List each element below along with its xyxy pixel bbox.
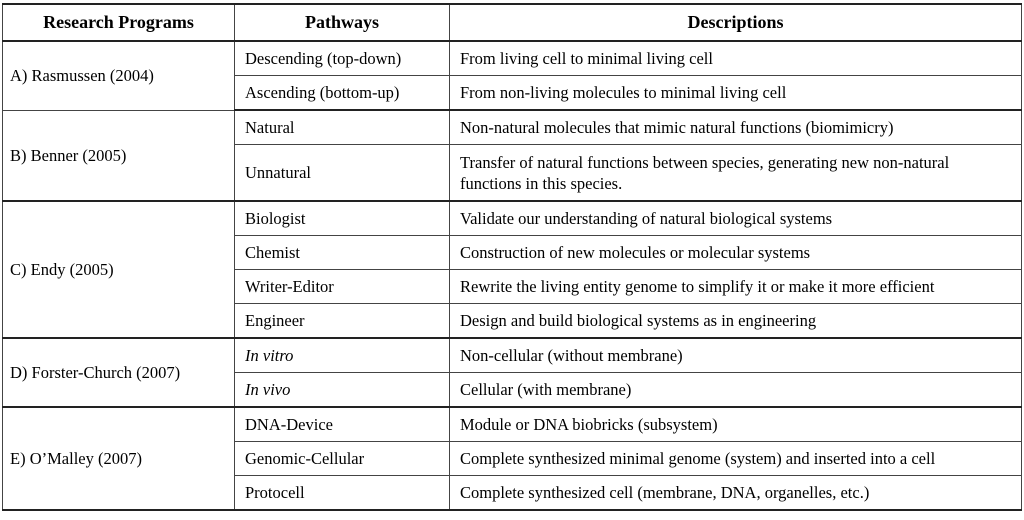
description-cell: Design and build biological systems as in engineering [450,304,1022,339]
table-row [3,110,1022,145]
table-row [3,407,1022,442]
table-row [3,338,1022,373]
pathway-cell: Genomic-Cellular [235,442,450,476]
program-cell: C) Endy (2005) [3,201,235,338]
header-pathways: Pathways [235,4,450,41]
table-row [3,41,1022,76]
program-cell: A) Rasmussen (2004) [3,41,235,110]
description-cell: Complete synthesized cell (membrane, DNA, organelles, etc.) [450,476,1022,511]
description-cell: Cellular (with membrane) [450,373,1022,408]
pathway-cell: Natural [235,110,450,145]
description-cell: Non-natural molecules that mimic natural functions (biomimicry) [450,110,1022,145]
pathway-cell: Descending (top-down) [235,41,450,76]
program-cell: E) O’Malley (2007) [3,407,235,510]
pathway-cell: Ascending (bottom-up) [235,76,450,111]
pathway-cell: In vivo [235,373,450,408]
research-programs-table [2,3,1022,511]
pathway-cell: Unnatural [235,145,450,202]
header-descriptions: Descriptions [450,4,1022,41]
pathway-cell: Chemist [235,236,450,270]
pathway-cell: In vitro [235,338,450,373]
pathway-cell: DNA-Device [235,407,450,442]
description-cell: Module or DNA biobricks (subsystem) [450,407,1022,442]
description-cell: From non-living molecules to minimal living cell [450,76,1022,111]
description-cell: From living cell to minimal living cell [450,41,1022,76]
description-cell: Validate our understanding of natural biological systems [450,201,1022,236]
description-cell: Transfer of natural functions between species, generating new non-natural functions in this species. [450,145,1022,202]
pathway-cell: Writer-Editor [235,270,450,304]
description-cell: Rewrite the living entity genome to simplify it or make it more efficient [450,270,1022,304]
description-cell: Construction of new molecules or molecular systems [450,236,1022,270]
pathway-cell: Protocell [235,476,450,511]
description-cell: Non-cellular (without membrane) [450,338,1022,373]
header-row [3,4,1022,41]
pathway-cell: Engineer [235,304,450,339]
description-cell: Complete synthesized minimal genome (system) and inserted into a cell [450,442,1022,476]
program-cell: D) Forster-Church (2007) [3,338,235,407]
program-cell: B) Benner (2005) [3,110,235,201]
pathway-cell: Biologist [235,201,450,236]
header-research-programs: Research Programs [3,4,235,41]
table-row [3,201,1022,236]
